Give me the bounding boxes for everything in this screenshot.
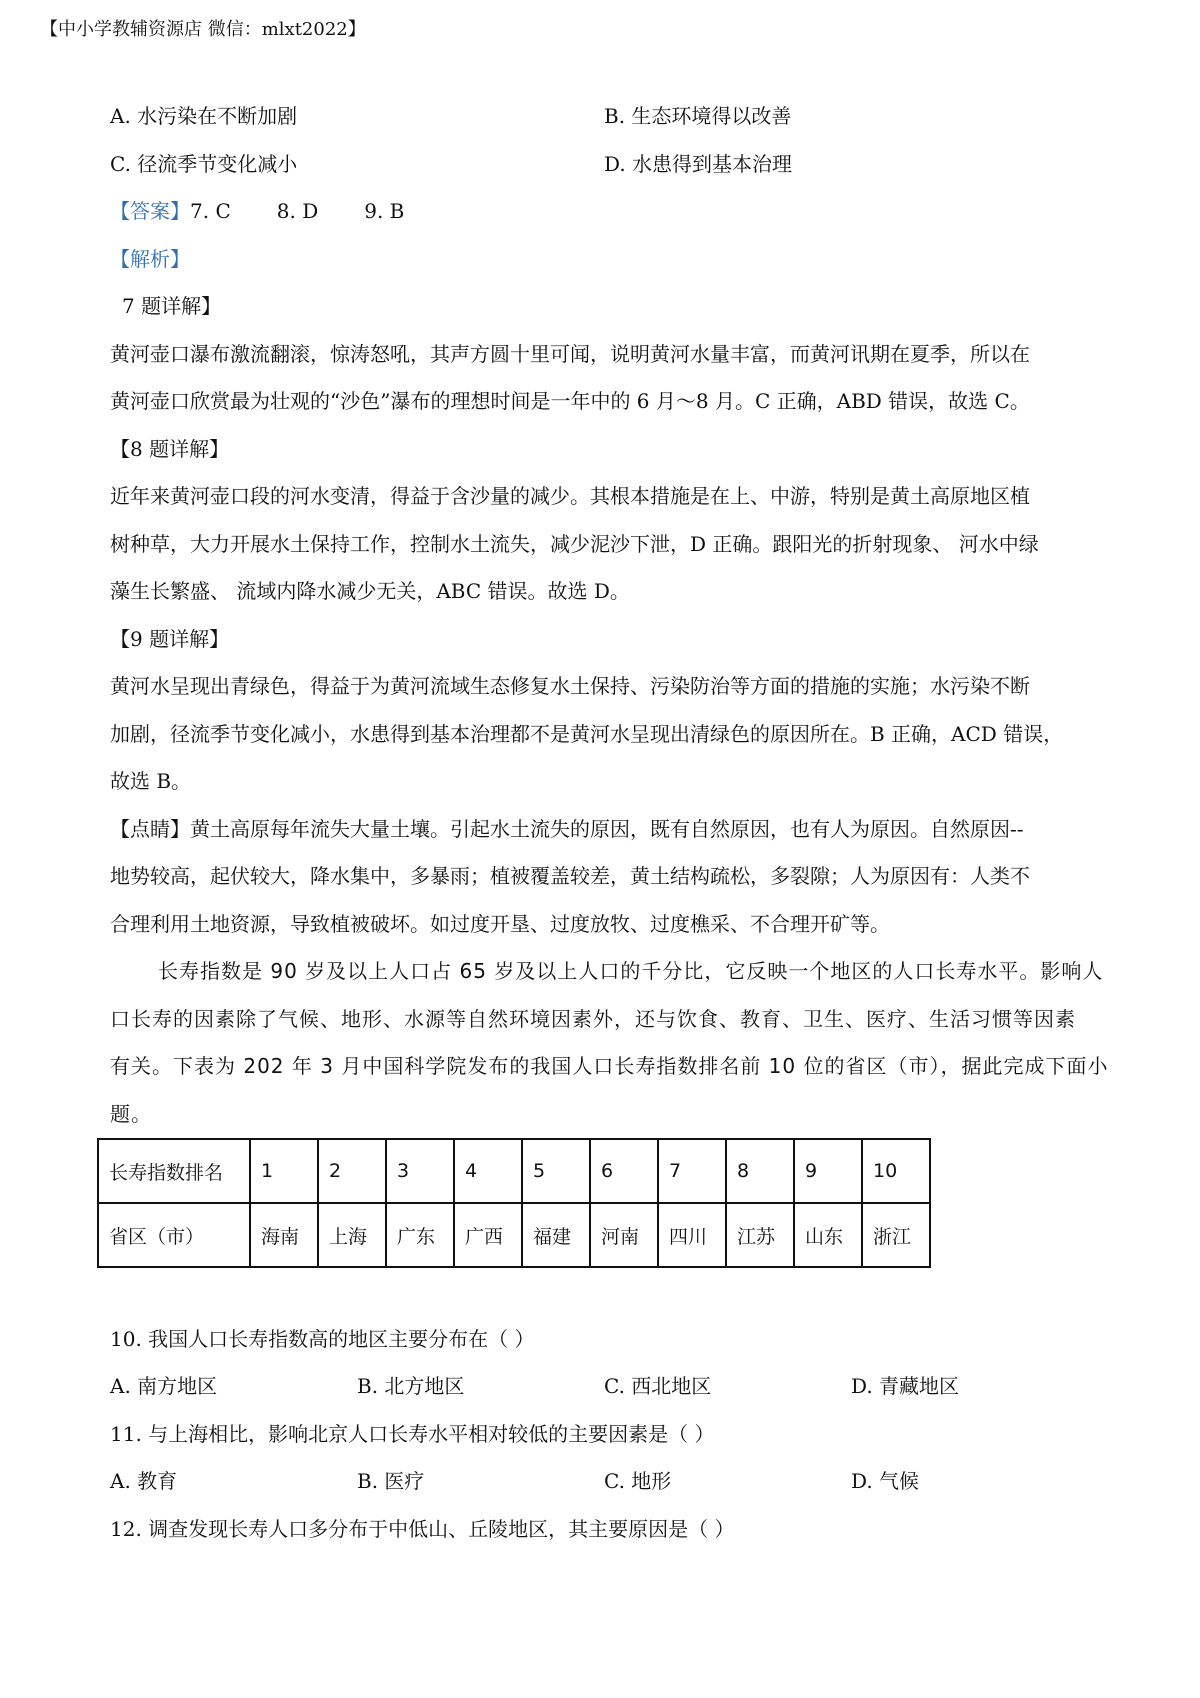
tip-line-3: 合理利用土地资源，导致植被破坏。如过度开垦、过度放牧、过度樵采、不合理开矿等。 xyxy=(110,912,890,936)
answer-line xyxy=(110,197,404,225)
q11-option-c: C. 地形 xyxy=(604,1469,672,1493)
q8-heading: 【8 题详解】 xyxy=(110,437,230,461)
q9-line-2: 加剧，径流季节变化减小，水患得到基本治理都不是黄河水呈现出清绿色的原因所在。B 正确，ACD 错误， xyxy=(110,722,1064,746)
q9-heading: 【9 题详解】 xyxy=(110,627,230,651)
answer-8: 8. D xyxy=(276,199,319,223)
table-cell-province: 上海 xyxy=(318,1203,386,1267)
table-cell-rank: 7 xyxy=(658,1139,726,1203)
answer-tag: 【答案】 xyxy=(110,199,190,223)
table-cell-rank: 9 xyxy=(794,1139,862,1203)
table-cell-province: 海南 xyxy=(250,1203,318,1267)
q9-option-c: C. 径流季节变化减小 xyxy=(110,152,298,176)
q7-heading: 7 题详解】 xyxy=(122,294,222,318)
table-cell-rank: 5 xyxy=(522,1139,590,1203)
table-cell-rank: 8 xyxy=(726,1139,794,1203)
table-cell-rank: 4 xyxy=(454,1139,522,1203)
table-cell-province: 河南 xyxy=(590,1203,658,1267)
q8-line-3: 藻生长繁盛、 流域内降水减少无关，ABC 错误。故选 D。 xyxy=(110,579,630,603)
tip-line-2: 地势较高，起伏较大，降水集中，多暴雨；植被覆盖较差，黄土结构疏松，多裂隙；人为原因有：人类不 xyxy=(110,864,1030,888)
q9-line-3: 故选 B。 xyxy=(110,769,192,793)
table-cell-rank: 10 xyxy=(862,1139,930,1203)
analysis-tag: 【解析】 xyxy=(110,247,190,271)
table-cell-rank: 3 xyxy=(386,1139,454,1203)
table-cell-rank: 6 xyxy=(590,1139,658,1203)
q11-option-d: D. 气候 xyxy=(851,1469,920,1493)
table-cell-province: 广西 xyxy=(454,1203,522,1267)
table-cell-rank: 1 xyxy=(250,1139,318,1203)
table-row-province xyxy=(98,1203,930,1267)
table-cell-province: 江苏 xyxy=(726,1203,794,1267)
table-cell-province: 山东 xyxy=(794,1203,862,1267)
table-header-rank: 长寿指数排名 xyxy=(98,1139,250,1203)
q9-line-1: 黄河水呈现出青绿色，得益于为黄河流域生态修复水土保持、污染防治等方面的措施的实施；水污染不断 xyxy=(110,674,1030,698)
q8-line-1: 近年来黄河壶口段的河水变清，得益于含沙量的减少。其根本措施是在上、中游，特别是黄土高原地区植 xyxy=(110,484,1030,508)
q8-line-2: 树种草，大力开展水土保持工作，控制水土流失，减少泥沙下泄，D 正确。跟阳光的折射现象、 河水中绿 xyxy=(110,532,1039,556)
intro-line-3: 有关。下表为 202 年 3 月中国科学院发布的我国人口长寿指数排名前 10 位的省区（市），据此完成下面小 xyxy=(110,1054,1109,1078)
longevity-table xyxy=(97,1138,931,1268)
q12-stem: 12. 调查发现长寿人口多分布于中低山、丘陵地区，其主要原因是（ ） xyxy=(110,1517,735,1541)
tip-line-1: 【点睛】黄土高原每年流失大量土壤。引起水土流失的原因，既有自然原因，也有人为原因。自然原因-- xyxy=(110,817,1024,841)
q11-option-a: A. 教育 xyxy=(110,1469,178,1493)
q10-option-d: D. 青藏地区 xyxy=(851,1374,960,1398)
table-cell-province: 福建 xyxy=(522,1203,590,1267)
answer-9: 9. B xyxy=(364,199,405,223)
q10-option-b: B. 北方地区 xyxy=(357,1374,465,1398)
q11-option-b: B. 医疗 xyxy=(357,1469,425,1493)
q7-line-2: 黄河壶口欣赏最为壮观的“沙色”瀑布的理想时间是一年中的 6 月～8 月。C 正确，ABD 错误，故选 C。 xyxy=(110,389,1030,413)
table-cell-province: 四川 xyxy=(658,1203,726,1267)
q9-option-d: D. 水患得到基本治理 xyxy=(604,152,793,176)
q7-line-1: 黄河壶口瀑布激流翻滚，惊涛怒吼，其声方圆十里可闻，说明黄河水量丰富，而黄河讯期在夏季，所以在 xyxy=(110,342,1030,366)
answer-7: 7. C xyxy=(190,199,231,223)
watermark-header: 【中小学教辅资源店 微信：mlxt2022】 xyxy=(40,19,366,40)
q10-option-c: C. 西北地区 xyxy=(604,1374,712,1398)
q9-option-b: B. 生态环境得以改善 xyxy=(604,104,792,128)
q10-stem: 10. 我国人口长寿指数高的地区主要分布在（ ） xyxy=(110,1327,535,1351)
q10-option-a: A. 南方地区 xyxy=(110,1374,218,1398)
table-cell-rank: 2 xyxy=(318,1139,386,1203)
intro-line-2: 口长寿的因素除了气候、地形、水源等自然环境因素外，还与饮食、教育、卫生、医疗、生活习惯等因素 xyxy=(110,1007,1076,1031)
q11-stem: 11. 与上海相比，影响北京人口长寿水平相对较低的主要因素是（ ） xyxy=(110,1422,715,1446)
intro-line-1: 长寿指数是 90 岁及以上人口占 65 岁及以上人口的千分比，它反映一个地区的人口长寿水平。影响人 xyxy=(158,959,1104,983)
table-row-rank xyxy=(98,1139,930,1203)
intro-line-4: 题。 xyxy=(110,1102,152,1126)
table-header-province: 省区（市） xyxy=(98,1203,250,1267)
table-cell-province: 浙江 xyxy=(862,1203,930,1267)
q9-option-a: A. 水污染在不断加剧 xyxy=(110,104,298,128)
table-cell-province: 广东 xyxy=(386,1203,454,1267)
